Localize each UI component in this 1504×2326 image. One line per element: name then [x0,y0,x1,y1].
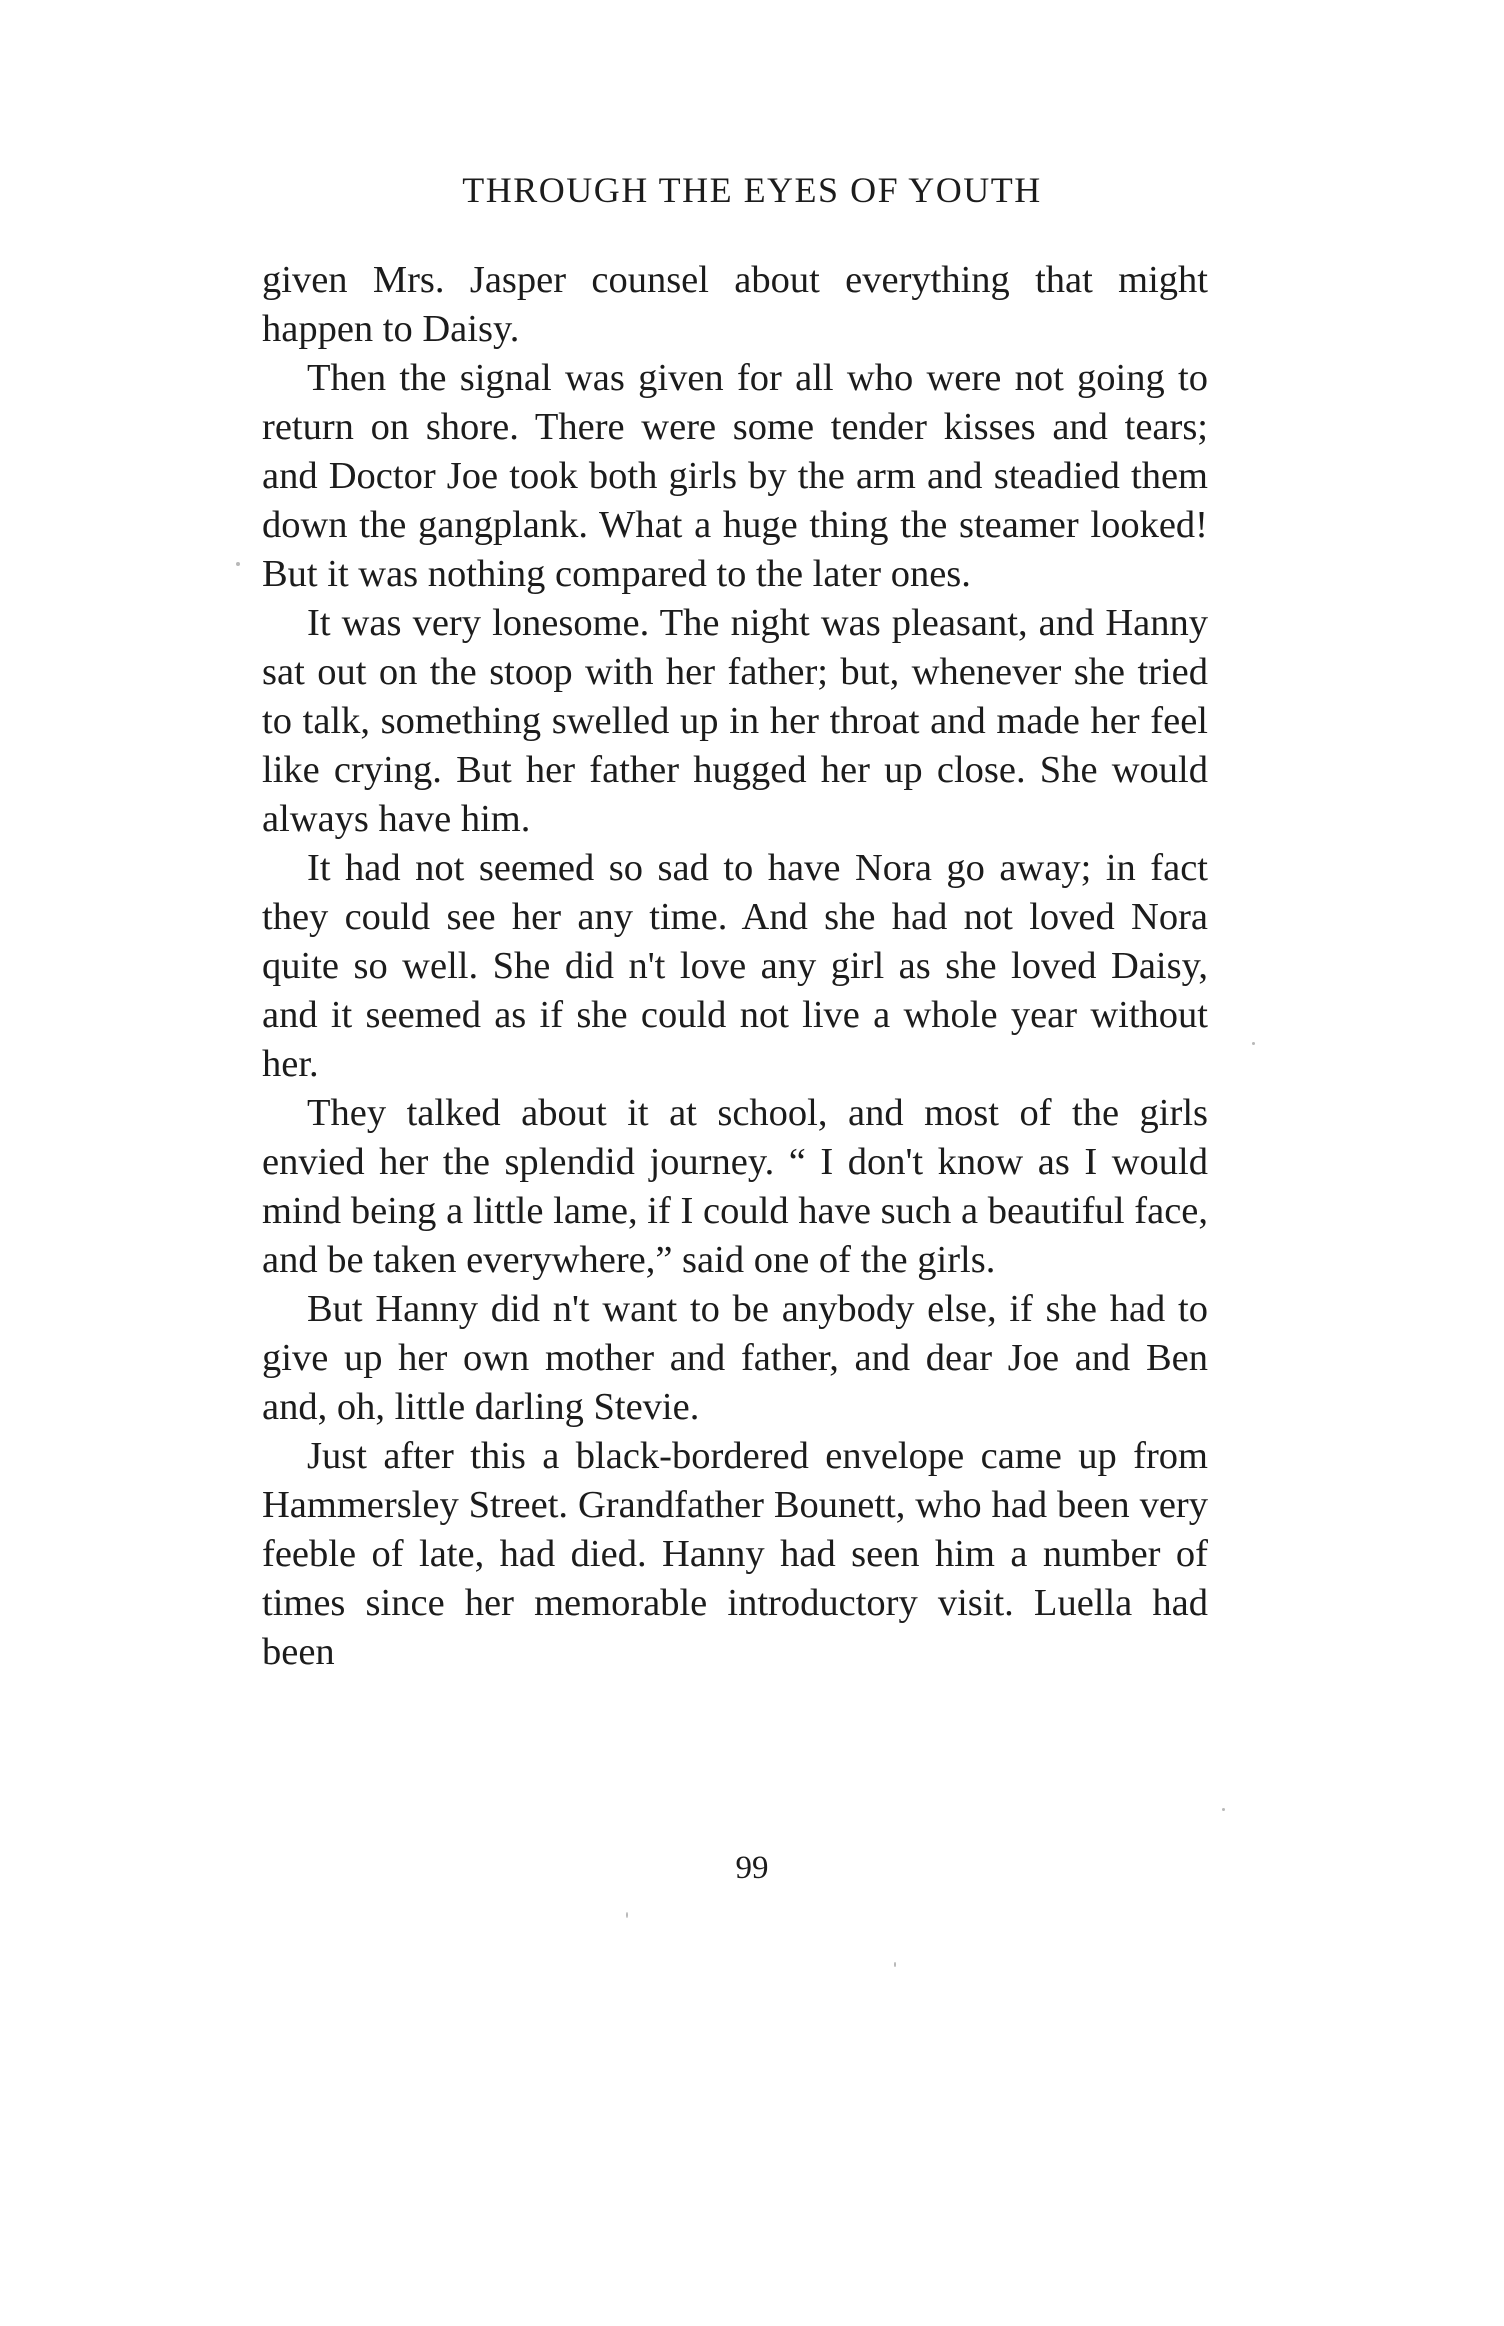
body-text [262,256,1208,1677]
page-number: 99 [735,1850,769,1886]
paper-speck [626,1912,628,1918]
paragraph-3: It was very lonesome. The night was pleasant, and Hanny sat out on the stoop with her father; but, whenever she tried to talk, something swelled up in her throat and made her feel like crying. But her father hugged her up close. She would always have him. [262,602,1208,840]
paragraph-5: They talked about it at school, and most of the girls envied her the splendid journey. “ I don't know as I would mind being a little lame, if I could have such a beautiful face, and be taken everywhere,” said one of the girls. [262,1092,1208,1281]
paragraph-1: given Mrs. Jasper counsel about everything that might happen to Daisy. [262,259,1208,350]
paragraph-7: Just after this a black-bordered envelope came up from Hammersley Street. Grandfather Bounett, who had been very feeble of late, had died. Hanny had seen him a number of times since her memorable introductory visit. Luella had been [262,1435,1208,1673]
paper-speck [1222,1808,1225,1811]
paragraph-4: It had not seemed so sad to have Nora go away; in fact they could see her any time. And she had not loved Nora quite so well. She did n't love any girl as she loved Daisy, and it seemed as if she could not live a whole year without her. [262,847,1208,1085]
paragraph-6: But Hanny did n't want to be anybody else, if she had to give up her own mother and father, and dear Joe and Ben and, oh, little darling Stevie. [262,1288,1208,1428]
paper-speck [1252,1042,1255,1045]
running-title: THROUGH THE EYES OF YOUTH [462,170,1042,210]
paper-speck [236,562,240,566]
paragraph-2: Then the signal was given for all who were not going to return on shore. There were some tender kisses and tears; and Doctor Joe took both girls by the arm and steadied them down the gangplank. What a huge thing the steamer looked! But it was nothing compared to the later ones. [262,357,1208,595]
paper-speck [894,1962,896,1967]
